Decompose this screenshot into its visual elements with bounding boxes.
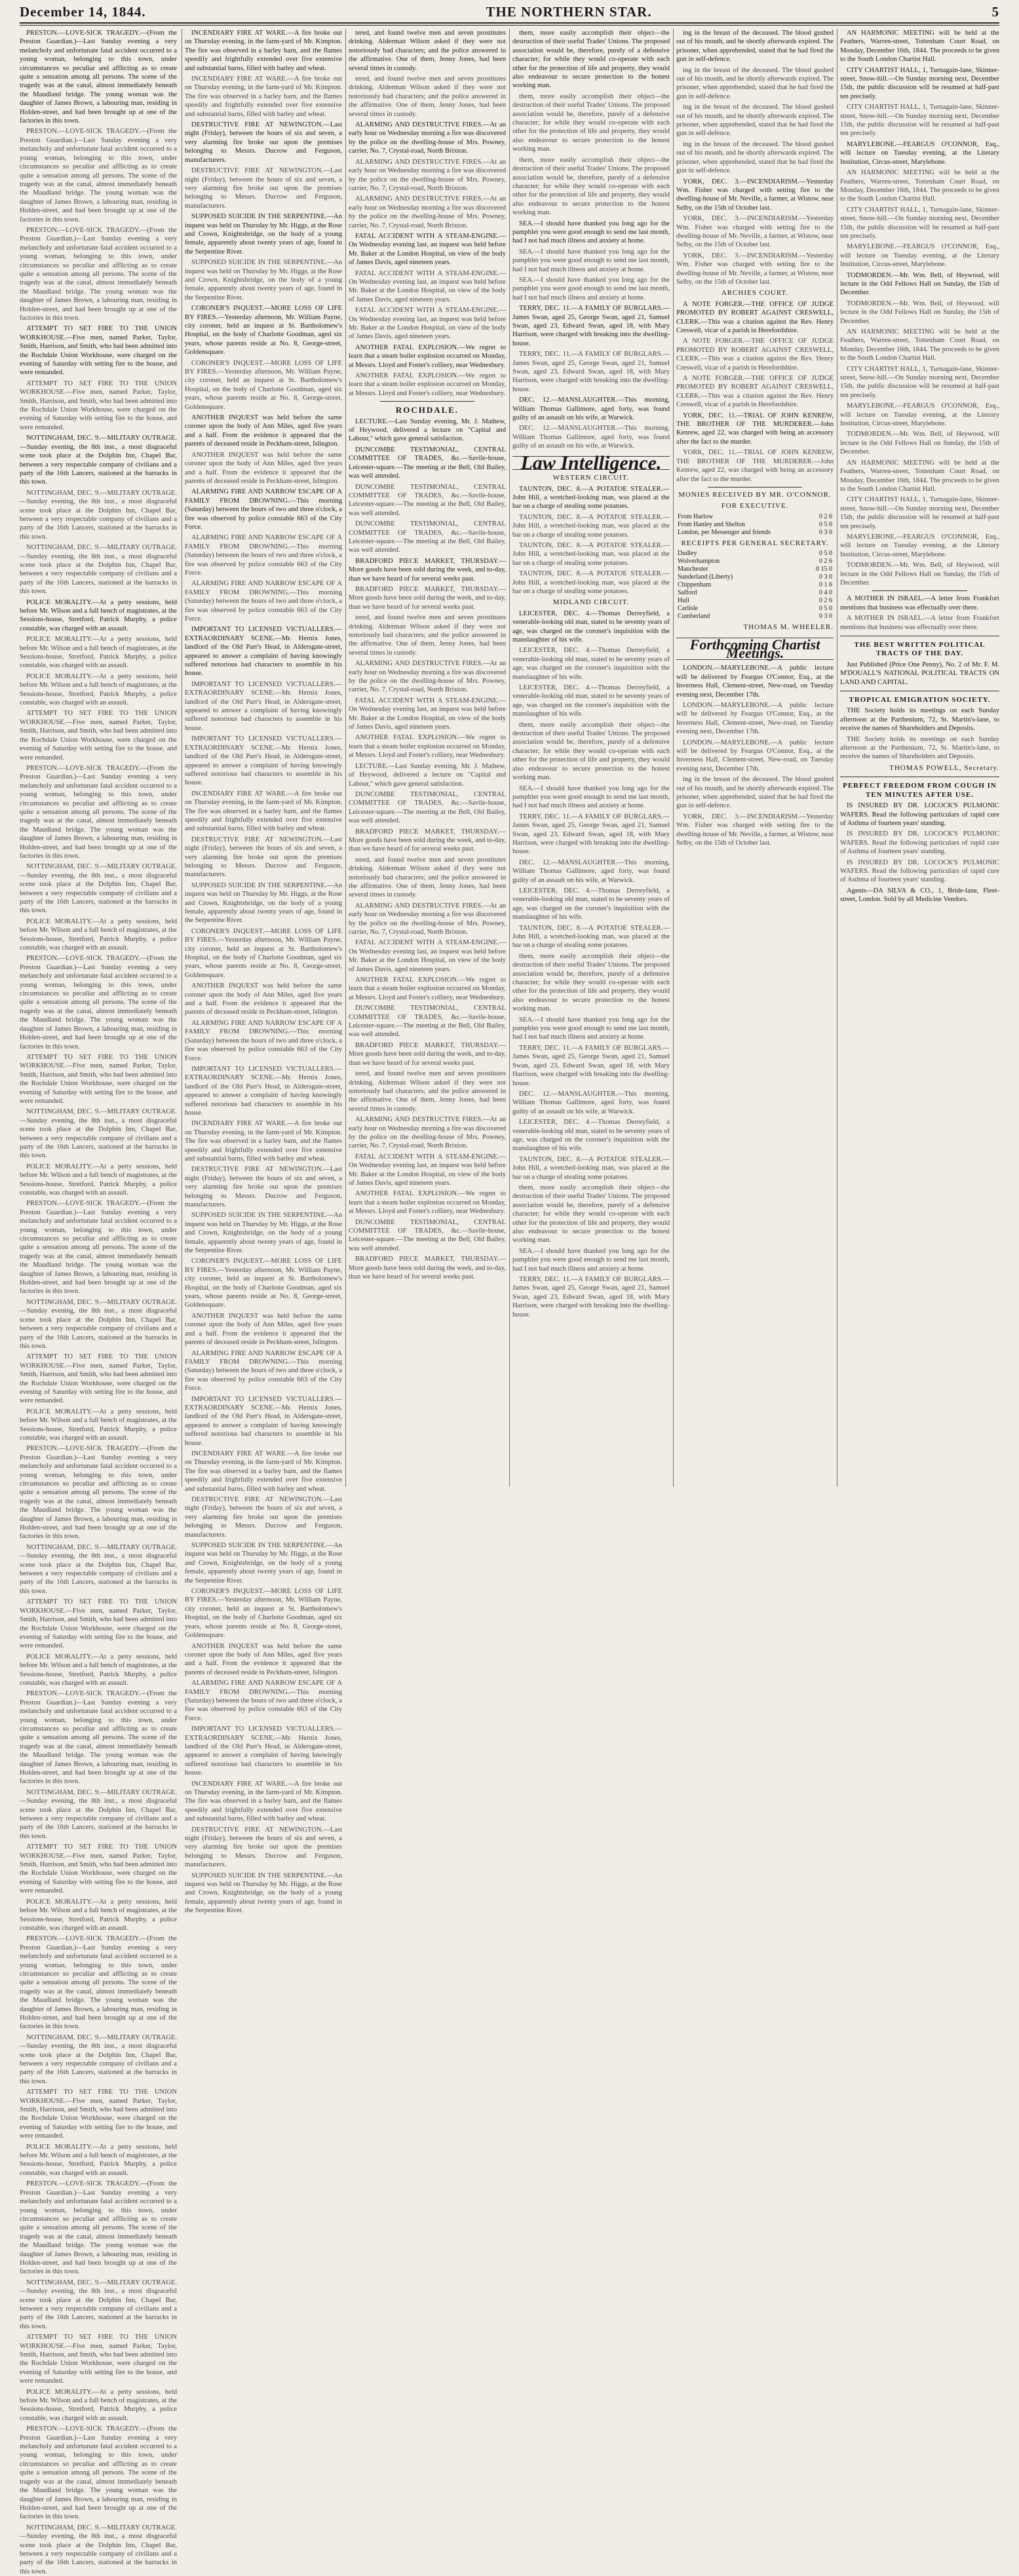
article-gun-death-cont: ing in the breast of the deceased. The blood gushed out of his mouth, and he shortly afterwards expired. The prisoner, when apprehended, stated that he had fired the gun in self-defence. bbox=[676, 66, 834, 100]
article-coroners-inquest-cont: CORONER'S INQUEST.—MORE LOSS OF LIFE BY FIRES.—Yesterday afternoon, Mr. William Payne, city coroner, held an inquest at St. Bartholomew's Hospital, on the body of Charlotte Goodman, aged six years, whose parents reside at No. 8, George-street, Goldensquare. bbox=[185, 1258, 342, 1309]
receipts-row bbox=[676, 573, 834, 581]
article-preston-cont: PRESTON.—LOVE-SICK TRAGEDY.—(From the Preston Guardian.)—Last Sunday evening a very melancholy and unfortunate fatal accident occurred to a young woman, belonging to this town, under circumstances so peculiar and afflicting as to create quite a sensation among all persons. The scene of the tragedy was at the canal, almost immediately beneath the Maudland bridge. The young woman was the daughter of James Brown, a labouring man, residing in Holden-street, and had been brought up at one of the factories in this town. bbox=[20, 1200, 177, 1296]
article-alarming-fire-cont: ALARMING FIRE AND NARROW ESCAPE OF A FAMILY FROM DROWNING.—This morning (Saturday) between the hours of two and three o'clock, a fire was observed by police constable 663 of the City Force. bbox=[185, 534, 342, 577]
article-duncombe-cont: DUNCOMBE TESTIMONIAL, CENTRAL COMMITTEE OF TRADES, &c.—Savile-house, Leicester-square.—The meeting at the Bell, Old Bailey, was well attended. bbox=[349, 1218, 506, 1252]
article-preston-cont: PRESTON.—LOVE-SICK TRAGEDY.—(From the Preston Guardian.)—Last Sunday evening a very melancholy and unfortunate fatal accident occurred to a young woman, belonging to this town, under circumstances so peculiar and afflicting as to create quite a sensation among all persons. The scene of the tragedy was at the canal, almost immediately beneath the Maudland bridge. The young woman was the daughter of James Brown, a labouring man, residing in Holden-street, and had been brought up at one of the factories in this town. bbox=[20, 128, 177, 223]
masthead-rule-thin bbox=[20, 25, 999, 26]
article-trades-unions-cont: them, more easily accomplish their object—the destruction of their useful Trades' Unions. The proposed association would be, therefore, purely of a defensive character; for while they would co-operate with each other for the protection of life and property, they would also endeavour to secure protection to the honest working man. bbox=[512, 952, 670, 1013]
article-york-incendiarism-cont: YORK, DEC. 3.—INCENDIARISM.—Yesterday Wm. Fisher was charged with setting fire to the dwelling-house of Mr. Neville, a farmer, at Wistow, near Selby, on the 15th of October last. bbox=[676, 215, 834, 249]
article-fire-ware-cont: INCENDIARY FIRE AT WARE.—A fire broke out on Thursday evening, in the farm-yard of Mr. Kimpton. The fire was observed in a barley barn, and the flames speedily and frightfully extended over five extensive and substantial barns, filled with barley and wheat. bbox=[185, 1120, 342, 1163]
article-letter-cont: SEA.—I should have thanked you long ago for the pamphlet you were good enough to send me last month, had I not had much illness and anxiety at home. bbox=[512, 1016, 670, 1041]
account-source: From Harlow bbox=[678, 512, 714, 520]
article-preston-cont: PRESTON.—LOVE-SICK TRAGEDY.—(From the Preston Guardian.)—Last Sunday evening a very melancholy and unfortunate fatal accident occurred to a young woman, belonging to this town, under circumstances so peculiar and afflicting as to create quite a sensation among all persons. The scene of the tragedy was at the canal, almost immediately beneath the Maudland bridge. The young woman was the daughter of James Brown, a labouring man, residing in Holden-street, and had been brought up at one of the factories in this town. bbox=[20, 764, 177, 860]
article-licensed-victuallers-cont: IMPORTANT TO LICENSED VICTUALLERS.—EXTRAORDINARY SCENE.—Mr. Hernix Jones, landlord of the Old Parr's Head, in Aldersgate-street, appeared to answer a complaint of having knowingly suffered notorious bad characters to assemble in his house. bbox=[185, 735, 342, 787]
article-burglars-cont: TERRY, DEC. 11.—A FAMILY OF BURGLARS.—James Swan, aged 25, George Swan, aged 21, Samuel Swan, aged 23, Edward Swan, aged 18, with Mary Harrison, were charged with breaking into the dwelling-house. bbox=[512, 351, 670, 393]
article-licensed-victuallers-cont: IMPORTANT TO LICENSED VICTUALLERS.—EXTRAORDINARY SCENE.—Mr. Hernix Jones, landlord of the Old Parr's Head, in Aldersgate-street, appeared to answer a complaint of having knowingly suffered notorious bad characters to assemble in his house. bbox=[185, 1065, 342, 1117]
account-source: Salford bbox=[678, 589, 697, 597]
article-trades-unions-cont: them, more easily accomplish their object—the destruction of their useful Trades' Unions. The proposed association would be, therefore, purely of a defensive character; for while they would co-operate with each other for the protection of life and property, they would also endeavour to secure protection to the honest working man. bbox=[512, 721, 670, 782]
article-explosion-cont: ANOTHER FATAL EXPLOSION.—We regret to learn that a steam boiler explosion occurred on Monday, at Messrs. Lloyd and Foster's colliery, near Wednesbury. bbox=[349, 734, 506, 759]
article-alarming-fire-cont: ALARMING FIRE AND NARROW ESCAPE OF A FAMILY FROM DROWNING.—This morning (Saturday) between the hours of two and three o'clock, a fire was observed by police constable 663 of the City Force. bbox=[185, 1349, 342, 1393]
article-explosion-cont: ANOTHER FATAL EXPLOSION.—We regret to learn that a steam boiler explosion occurred on Monday, at Messrs. Lloyd and Foster's colliery, near Wednesbury. bbox=[349, 976, 506, 1001]
receipts-row bbox=[676, 605, 834, 613]
article-brixton-fires-cont: ALARMING AND DESTRUCTIVE FIRES.—At an early hour on Wednesday morning a fire was discovered by the police on the dwelling-house of Mrs. Powney, carrier, No. 7, Crystal-road, North Brixton. bbox=[349, 902, 506, 936]
article-steam-engine-cont: FATAL ACCIDENT WITH A STEAM-ENGINE.—On Wednesday evening last, an inquest was held before Mr. Baker at the London Hospital, on view of the body of James Davis, aged nineteen years. bbox=[349, 939, 506, 973]
article-workhouse-cont: ATTEMPT TO SET FIRE TO THE UNION WORKHOUSE.—Five men, named Parker, Taylor, Smith, Harrison, and Smith, who had been admitted into the Rochdale Union Workhouse, were charged on the evening of Saturday with setting fire to the house, and were remanded. bbox=[20, 1053, 177, 1105]
monies-row bbox=[676, 513, 834, 521]
article-alarming-fire-cont: ALARMING FIRE AND NARROW ESCAPE OF A FAMILY FROM DROWNING.—This morning (Saturday) between the hours of two and three o'clock, a fire was observed by police constable 663 of the City Force. bbox=[185, 1019, 342, 1062]
article-bradford-market-cont: BRADFORD PIECE MARKET, THURSDAY.—More goods have been sold during the week, and to-day, than we have heard of for several weeks past. bbox=[349, 828, 506, 853]
article-preston: PRESTON.—LOVE-SICK TRAGEDY.—(From the Preston Guardian.)—Last Sunday evening a very melancholy and unfortunate fatal accident occurred to a young woman, belonging to this town, under circumstances so peculiar and afflicting as to create quite a sensation among all persons. The scene of the tragedy was at the canal, almost immediately beneath the Maudland bridge. The young woman was the daughter of James Brown, a labouring man, residing in Holden-street, and had been brought up at one of the factories in this town. bbox=[20, 29, 177, 125]
account-source: Dudley bbox=[678, 550, 697, 558]
monies-row bbox=[676, 521, 834, 529]
advert-tracts-text: Just Published (Price One Penny), No. 2 of Mr. F. M. M'DOUALL'S NATIONAL POLITICAL TRACTS ON LAND AND CAPITAL. bbox=[840, 661, 999, 686]
article-burglars: TERRY, DEC. 11.—A FAMILY OF BURGLARS.—James Swan, aged 25, George Swan, aged 21, Samuel Swan, aged 23, Edward Swan, aged 18, with Mary Harrison, were charged with breaking into the dwelling-house. bbox=[512, 305, 670, 347]
advert-wafers-text-cont: IS INSURED BY DR. LOCOCK'S PULMONIC WAFERS. Read the following particulars of rapid cure of Asthma of fourteen years' standing. bbox=[840, 830, 999, 856]
midland-circuit-heading: MIDLAND CIRCUIT. bbox=[552, 598, 630, 607]
issue-date: December 14, 1844. bbox=[20, 3, 146, 20]
article-york-incendiarism: YORK, DEC. 3.—INCENDIARISM.—Yesterday Wm. Fisher was charged with setting fire to the dwelling-house of Mr. Neville, a farmer, at Wistow, near Selby, on the 15th of October last. bbox=[676, 178, 834, 212]
article-nottingham-cont: NOTTINGHAM, DEC. 9.—MILITARY OUTRAGE.—Sunday evening, the 8th inst., a most disgraceful scene took place at the Dolphin Inn, Chapel Bar, between a very respectable company of civilians and a party of the 16th Lancers, stationed at the barracks in this town. bbox=[20, 2033, 177, 2085]
article-nottingham-cont: NOTTINGHAM, DEC. 9.—MILITARY OUTRAGE.—Sunday evening, the 8th inst., a most disgraceful scene took place at the Dolphin Inn, Chapel Bar, between a very respectable company of civilians and a party of the 16th Lancers, stationed at the barracks in this town. bbox=[20, 2524, 177, 2575]
article-preston-cont: PRESTON.—LOVE-SICK TRAGEDY.—(From the Preston Guardian.)—Last Sunday evening a very melancholy and unfortunate fatal accident occurred to a young woman, belonging to this town, under circumstances so peculiar and afflicting as to create quite a sensation among all persons. The scene of the tragedy was at the canal, almost immediately beneath the Maudland bridge. The young woman was the daughter of James Brown, a labouring man, residing in Holden-street, and had been brought up at one of the factories in this town. bbox=[20, 2425, 177, 2521]
article-preston-cont: PRESTON.—LOVE-SICK TRAGEDY.—(From the Preston Guardian.)—Last Sunday evening a very melancholy and unfortunate fatal accident occurred to a young woman, belonging to this town, under circumstances so peculiar and afflicting as to create quite a sensation among all persons. The scene of the tragedy was at the canal, almost immediately beneath the Maudland bridge. The young woman was the daughter of James Brown, a labouring man, residing in Holden-street, and had been brought up at one of the factories in this town. bbox=[20, 1690, 177, 1786]
notice-city-chartist-hall: CITY CHARTIST HALL, 1, Turnagain-lane, Skinner-street, Snow-hill.—On Sunday morning next, December 15th, the public discussion will be resumed at half-past ten precisely. bbox=[840, 66, 999, 100]
article-alarming-fire-cont: ALARMING FIRE AND NARROW ESCAPE OF A FAMILY FROM DROWNING.—This morning (Saturday) between the hours of two and three o'clock, a fire was observed by police constable 663 of the City Force. bbox=[185, 1680, 342, 1722]
article-note-forger-cont: A NOTE FORGER.—THE OFFICE OF JUDGE PROMOTED BY ROBERT AGAINST CRESWELL, CLERK.—This was a citation against the Rev. Henry Creswell, vicar of a parish in Herefordshire. bbox=[676, 375, 834, 409]
article-fire-ware-cont: INCENDIARY FIRE AT WARE.—A fire broke out on Thursday evening, in the farm-yard of Mr. Kimpton. The fire was observed in a barley barn, and the flames speedily and frightfully extended over five extensive and substantial barns, filled with barley and wheat. bbox=[185, 1450, 342, 1493]
account-amount: 0 1 6 bbox=[819, 581, 832, 589]
article-gun-death-cont: ing in the breast of the deceased. The blood gushed out of his mouth, and he shortly afterwards expired. The prisoner, when apprehended, stated that he had fired the gun in self-defence. bbox=[676, 776, 834, 810]
article-serpentine-cont: SUPPOSED SUICIDE IN THE SERPENTINE.—An inquest was held on Thursday by Mr. Higgs, at the Rose and Crown, Knightsbridge, on the body of a young female, apparently about twenty years of age, found in the Serpentine River. bbox=[185, 1542, 342, 1585]
column-6 bbox=[840, 29, 999, 1487]
notice-todmorden: TODMORDEN.—Mr. Wm. Bell, of Heywood, will lecture in the Odd Fellows Hall on Sunday, the 15th of December. bbox=[840, 271, 999, 297]
advert-emigration-signature: THOMAS POWELL, Secretary. bbox=[889, 763, 999, 772]
article-explosion-cont: ANOTHER FATAL EXPLOSION.—We regret to learn that a steam boiler explosion occurred on Monday, at Messrs. Lloyd and Foster's colliery, near Wednesbury. bbox=[349, 1190, 506, 1216]
article-preston-cont: PRESTON.—LOVE-SICK TRAGEDY.—(From the Preston Guardian.)—Last Sunday evening a very melancholy and unfortunate fatal accident occurred to a young woman, belonging to this town, under circumstances so peculiar and afflicting as to create quite a sensation among all persons. The scene of the tragedy was at the canal, almost immediately beneath the Maudland bridge. The young woman was the daughter of James Brown, a labouring man, residing in Holden-street, and had been brought up at one of the factories in this town. bbox=[20, 1935, 177, 2031]
article-leicester: LEICESTER, DEC. 4.—Thomas Derreyfield, a venerable-looking old man, stated to be seventy years of age, was charged on the coroner's inquisition with the manslaughter of his wife. bbox=[512, 609, 670, 644]
chartist-meetings-heading: Forthcoming Chartist Meetings. bbox=[676, 638, 834, 661]
account-source: Cumberland bbox=[678, 613, 710, 621]
article-police-morality-cont: POLICE MORALITY.—At a petty sessions, held before Mr. Wilson and a full bench of magistrates, at the Sessions-house, Stretford, Patrick Murphy, a police constable, was charged with an assault. bbox=[20, 1898, 177, 1932]
article-potatoe-stealer-cont: TAUNTON, DEC. 8.—A POTATOE STEALER.—John Hill, a wretched-looking man, was placed at the bar on a charge of stealing some potatoes. bbox=[512, 570, 670, 595]
notice-todmorden-cont: TODMORDEN.—Mr. Wm. Bell, of Heywood, will lecture in the Odd Fellows Hall on Sunday, the 15th of December. bbox=[840, 299, 999, 325]
notice-city-chartist-hall-cont: CITY CHARTIST HALL, 1, Turnagain-lane, Skinner-street, Snow-hill.—On Sunday morning next, December 15th, the public discussion will be resumed at half-past ten precisely. bbox=[840, 496, 999, 530]
article-explosion-cont: ANOTHER FATAL EXPLOSION.—We regret to learn that a steam boiler explosion occurred on Monday, at Messrs. Lloyd and Foster's colliery, near Wednesbury. bbox=[349, 372, 506, 397]
article-bradford-market-cont: BRADFORD PIECE MARKET, THURSDAY.—More goods have been sold during the week, and to-day, than we have heard of for several weeks past. bbox=[349, 1041, 506, 1067]
article-duncombe-cont: DUNCOMBE TESTIMONIAL, CENTRAL COMMITTEE OF TRADES, &c.—Savile-house, Leicester-square.—The meeting at the Bell, Old Bailey, was well attended. bbox=[349, 483, 506, 517]
article-coroners-inquest-cont: CORONER'S INQUEST.—MORE LOSS OF LIFE BY FIRES.—Yesterday afternoon, Mr. William Payne, city coroner, held an inquest at St. Bartholomew's Hospital, on the body of Charlotte Goodman, aged six years, whose parents reside at No. 8, George-street, Goldensquare. bbox=[185, 359, 342, 411]
article-steam-engine-cont: FATAL ACCIDENT WITH A STEAM-ENGINE.—On Wednesday evening last, an inquest was held before Mr. Baker at the London Hospital, on view of the body of James Davis, aged nineteen years. bbox=[349, 697, 506, 731]
article-licensed-victuallers-cont: IMPORTANT TO LICENSED VICTUALLERS.—EXTRAORDINARY SCENE.—Mr. Hernix Jones, landlord of the Old Parr's Head, in Aldersgate-street, appeared to answer a complaint of having knowingly suffered notorious bad characters to assemble in his house. bbox=[185, 680, 342, 732]
advert-emigration-heading: TROPICAL EMIGRATION SOCIETY. bbox=[849, 696, 991, 704]
account-amount: 0 3 0 bbox=[819, 573, 832, 581]
article-workhouse-cont: ATTEMPT TO SET FIRE TO THE UNION WORKHOUSE.—Five men, named Parker, Taylor, Smith, Harrison, and Smith, who had been admitted into the Rochdale Union Workhouse, were charged on the evening of Saturday with setting fire to the house, and were remanded. bbox=[20, 1598, 177, 1650]
article-potatoe-stealer-cont: TAUNTON, DEC. 8.—A POTATOE STEALER.—John Hill, a wretched-looking man, was placed at the bar on a charge of stealing some potatoes. bbox=[512, 541, 670, 567]
article-another-inquest-cont: ANOTHER INQUEST was held before the same coroner upon the body of Ann Miles, aged five years and a half. From the evidence it appeared that the parents of deceased reside in Peckham-street, Islington. bbox=[185, 451, 342, 485]
article-fire-ware-cont: INCENDIARY FIRE AT WARE.—A fire broke out on Thursday evening, in the farm-yard of Mr. Kimpton. The fire was observed in a barley barn, and the flames speedily and frightfully extended over five extensive and substantial barns, filled with barley and wheat. bbox=[185, 790, 342, 833]
article-fire-newington: DESTRUCTIVE FIRE AT NEWINGTON.—Last night (Friday), between the hours of six and seven, a very alarming fire broke out upon the premises belonging to Messrs. Ducrow and Ferguson, manufacturers. bbox=[185, 121, 342, 164]
article-brixton-fires-cont: ALARMING AND DESTRUCTIVE FIRES.—At an early hour on Wednesday morning a fire was discovered by the police on the dwelling-house of Mrs. Powney, carrier, No. 7, Crystal-road, North Brixton. bbox=[349, 1116, 506, 1150]
notice-todmorden-cont: TODMORDEN.—Mr. Wm. Bell, of Heywood, will lecture in the Odd Fellows Hall on Sunday, the 15th of December. bbox=[840, 431, 999, 456]
article-licensed-victuallers: IMPORTANT TO LICENSED VICTUALLERS.—EXTRAORDINARY SCENE.—Mr. Hernix Jones, landlord of the Old Parr's Head, in Aldersgate-street, appeared to answer a complaint of having knowingly suffered notorious bad characters to assemble in his house. bbox=[185, 626, 342, 678]
account-source: From Hanley and Shelton bbox=[678, 520, 746, 528]
notice-city-chartist-hall-cont: CITY CHARTIST HALL, 1, Turnagain-lane, Skinner-street, Snow-hill.—On Sunday morning next, December 15th, the public discussion will be resumed at half-past ten precisely. bbox=[840, 365, 999, 399]
receipts-row bbox=[676, 581, 834, 589]
article-licensed-victuallers-cont: IMPORTANT TO LICENSED VICTUALLERS.—EXTRAORDINARY SCENE.—Mr. Hernix Jones, landlord of the Old Parr's Head, in Aldersgate-street, appeared to answer a complaint of having knowingly suffered notorious bad characters to assemble in his house. bbox=[185, 1395, 342, 1447]
article-lecture-cont: LECTURE.—Last Sunday evening, Mr. J. Mathew, of Heywood, delivered a lecture on "Capital and Labour," which gave general satisfaction. bbox=[349, 762, 506, 788]
article-gun-death-cont: ing in the breast of the deceased. The blood gushed out of his mouth, and he shortly afterwards expired. The prisoner, when apprehended, stated that he had fired the gun in self-defence. bbox=[676, 104, 834, 138]
masthead-rule bbox=[20, 22, 999, 24]
monies-table bbox=[676, 513, 834, 537]
notice-harmonic-meeting: AN HARMONIC MEETING will be held at the Feathers, Warren-street, Tottenham Court Road, on Monday, December 16th, 1844. The proceeds to be given to the South London Chartist Hall. bbox=[840, 29, 999, 64]
article-steam-engine-cont: FATAL ACCIDENT WITH A STEAM-ENGINE.—On Wednesday evening last, an inquest was held before Mr. Baker at the London Hospital, on view of the body of James Davis, aged nineteen years. bbox=[349, 269, 506, 303]
notice-todmorden-cont: TODMORDEN.—Mr. Wm. Bell, of Heywood, will lecture in the Odd Fellows Hall on Sunday, the 15th of December. bbox=[840, 562, 999, 586]
article-police-morality-cont: POLICE MORALITY.—At a petty sessions, held before Mr. Wilson and a full bench of magistrates, at the Sessions-house, Stretford, Patrick Murphy, a police constable, was charged with an assault. bbox=[20, 1163, 177, 1197]
article-police-morality-cont: POLICE MORALITY.—At a petty sessions, held before Mr. Wilson and a full bench of magistrates, at the Sessions-house, Stretford, Patrick Murphy, a police constable, was charged with an assault. bbox=[20, 2388, 177, 2422]
article-letter-cont: SEA.—I should have thanked you long ago for the pamphlet you were good enough to send me last month, had I not had much illness and anxiety at home. bbox=[512, 276, 670, 301]
article-trades-unions-cont: them, more easily accomplish their object—the destruction of their useful Trades' Unions. The proposed association would be, therefore, purely of a defensive character; for while they would co-operate with each other for the protection of life and property, they would also endeavour to secure protection to the honest working man. bbox=[512, 156, 670, 217]
article-brixton-fires-cont: ALARMING AND DESTRUCTIVE FIRES.—At an early hour on Wednesday morning a fire was discovered by the police on the dwelling-house of Mrs. Powney, carrier, No. 7, Crystal-road, North Brixton. bbox=[349, 158, 506, 192]
article-brixton-fires: ALARMING AND DESTRUCTIVE FIRES.—At an early hour on Wednesday morning a fire was discovered by the police on the dwelling-house of Mrs. Powney, carrier, No. 7, Crystal-road, North Brixton. bbox=[349, 121, 506, 155]
article-police-morality-cont: POLICE MORALITY.—At a petty sessions, held before Mr. Wilson and a full bench of magistrates, at the Sessions-house, Stretford, Patrick Murphy, a police constable, was charged with an assault. bbox=[20, 917, 177, 952]
article-mother-in-israel-cont: A MOTHER IN ISRAEL.—A letter from Frankfort mentions that business was effectually over there. bbox=[840, 615, 999, 631]
account-amount: 0 3 0 bbox=[819, 528, 832, 536]
article-another-inquest-cont: ANOTHER INQUEST was held before the same coroner upon the body of Ann Miles, aged five years and a half. From the evidence it appeared that the parents of deceased reside in Peckham-street, Islington. bbox=[185, 1312, 342, 1347]
column-3 bbox=[349, 29, 506, 1487]
article-nottingham-cont: NOTTINGHAM, DEC. 9.—MILITARY OUTRAGE.—Sunday evening, the 8th inst., a most disgraceful scene took place at the Dolphin Inn, Chapel Bar, between a very respectable company of civilians and a party of the 16th Lancers, stationed at the barracks in this town. bbox=[20, 1108, 177, 1160]
article-kenrew-trial-cont: YORK, DEC. 11.—TRIAL OF JOHN KENREW, THE BROTHER OF THE MURDERER.—John Kenrew, aged 22, was charged with being an accessory after the fact to the murder. bbox=[676, 449, 834, 483]
article-marylebone-lecture-cont: LONDON.—MARYLEBONE.—A public lecture will be delivered by Feargus O'Connor, Esq., at the Inverness Hall, Clement-street, New-road, on Tuesday evening next, December 17th. bbox=[676, 701, 834, 736]
article-nottingham-cont: NOTTINGHAM, DEC. 9.—MILITARY OUTRAGE.—Sunday evening, the 8th inst., a most disgraceful scene took place at the Dolphin Inn, Chapel Bar, between a very respectable company of civilians and a party of the 16th Lancers, stationed at the barracks in this town. bbox=[20, 2278, 177, 2330]
account-amount: 0 4 0 bbox=[819, 589, 832, 597]
article-note-forger: A NOTE FORGER.—THE OFFICE OF JUDGE PROMOTED BY ROBERT AGAINST CRESWELL, CLERK.—This was a citation against the Rev. Henry Creswell, vicar of a parish in Herefordshire. bbox=[676, 300, 834, 334]
advert-wafers-heading: PERFECT FREEDOM FROM COUGH IN TEN MINUTES AFTER USE. bbox=[843, 782, 997, 799]
account-amount: 0 5 0 bbox=[819, 550, 832, 558]
article-preston-cont: PRESTON.—LOVE-SICK TRAGEDY.—(From the Preston Guardian.)—Last Sunday evening a very melancholy and unfortunate fatal accident occurred to a young woman, belonging to this town, under circumstances so peculiar and afflicting as to create quite a sensation among all persons. The scene of the tragedy was at the canal, almost immediately beneath the Maudland bridge. The young woman was the daughter of James Brown, a labouring man, residing in Holden-street, and had been brought up at one of the factories in this town. bbox=[20, 2180, 177, 2276]
article-workhouse-cont: ATTEMPT TO SET FIRE TO THE UNION WORKHOUSE.—Five men, named Parker, Taylor, Smith, Harrison, and Smith, who had been admitted into the Rochdale Union Workhouse, were charged on the evening of Saturday with setting fire to the house, and were remanded. bbox=[20, 1353, 177, 1405]
article-letter-cont: SEA.—I should have thanked you long ago for the pamphlet you were good enough to send me last month, had I not had much illness and anxiety at home. bbox=[512, 784, 670, 810]
article-bradford-market-cont: BRADFORD PIECE MARKET, THURSDAY.—More goods have been sold during the week, and to-day, than we have heard of for several weeks past. bbox=[349, 585, 506, 611]
article-potatoe-stealer-cont: TAUNTON, DEC. 8.—A POTATOE STEALER.—John Hill, a wretched-looking man, was placed at the bar on a charge of stealing some potatoes. bbox=[512, 513, 670, 539]
article-manslaughter-cont: DEC. 12.—MANSLAUGHTER.—This morning, William Thomas Gallimore, aged forty, was found guilty of an assault on his wife, at Warwick. bbox=[512, 1090, 670, 1115]
article-workhouse-cont: ATTEMPT TO SET FIRE TO THE UNION WORKHOUSE.—Five men, named Parker, Taylor, Smith, Harrison, and Smith, who had been admitted into the Rochdale Union Workhouse, were charged on the evening of Saturday with setting fire to the house, and were remanded. bbox=[20, 710, 177, 761]
receipts-row bbox=[676, 613, 834, 621]
article-duncombe-cont: DUNCOMBE TESTIMONIAL, CENTRAL COMMITTEE OF TRADES, &c.—Savile-house, Leicester-square.—The meeting at the Bell, Old Bailey, was well attended. bbox=[349, 520, 506, 554]
receipts-table bbox=[676, 550, 834, 621]
column-2 bbox=[185, 29, 342, 1915]
article-letter-cont: SEA.—I should have thanked you long ago for the pamphlet you were good enough to send me last month, had I not had much illness and anxiety at home. bbox=[512, 248, 670, 273]
receipts-signature: THOMAS M. WHEELER. bbox=[743, 623, 834, 632]
article-police-morality-cont: POLICE MORALITY.—At a petty sessions, held before Mr. Wilson and a full bench of magistrates, at the Sessions-house, Stretford, Patrick Murphy, a police constable, was charged with an assault. bbox=[20, 1408, 177, 1442]
article-leicester-cont: LEICESTER, DEC. 4.—Thomas Derreyfield, a venerable-looking old man, stated to be seventy years of age, was charged on the coroner's inquisition with the manslaughter of his wife. bbox=[512, 1119, 670, 1153]
article-victuallers-cont: tered, and found twelve men and seven prostitutes drinking. Alderman Wilson asked if they were not notoriously bad characters; and the police answered in the affirmative. One of them, Jenny Jones, had been several times in custody. bbox=[349, 856, 506, 899]
article-trades-unions-cont: them, more easily accomplish their object—the destruction of their useful Trades' Unions. The proposed association would be, therefore, purely of a defensive character; for while they would co-operate with each other for the protection of life and property, they would also endeavour to secure protection to the honest working man. bbox=[512, 92, 670, 153]
article-preston-cont: PRESTON.—LOVE-SICK TRAGEDY.—(From the Preston Guardian.)—Last Sunday evening a very melancholy and unfortunate fatal accident occurred to a young woman, belonging to this town, under circumstances so peculiar and afflicting as to create quite a sensation among all persons. The scene of the tragedy was at the canal, almost immediately beneath the Maudland bridge. The young woman was the daughter of James Brown, a labouring man, residing in Holden-street, and had been brought up at one of the factories in this town. bbox=[20, 1445, 177, 1541]
article-leicester-cont: LEICESTER, DEC. 4.—Thomas Derreyfield, a venerable-looking old man, stated to be seventy years of age, was charged on the coroner's inquisition with the manslaughter of his wife. bbox=[512, 684, 670, 718]
article-steam-engine: FATAL ACCIDENT WITH A STEAM-ENGINE.—On Wednesday evening last, an inquest was held before Mr. Baker at the London Hospital, on view of the body of James Davis, aged nineteen years. bbox=[349, 232, 506, 267]
article-fire-newington-cont: DESTRUCTIVE FIRE AT NEWINGTON.—Last night (Friday), between the hours of six and seven, a very alarming fire broke out upon the premises belonging to Messrs. Ducrow and Ferguson, manufacturers. bbox=[185, 167, 342, 210]
article-alarming-fire: ALARMING FIRE AND NARROW ESCAPE OF A FAMILY FROM DROWNING.—This morning (Saturday) between the hours of two and three o'clock, a fire was observed by police constable 663 of the City Force. bbox=[185, 488, 342, 531]
monies-heading: MONIES RECEIVED BY MR. O'CONNOR. bbox=[678, 490, 832, 499]
receipts-row bbox=[676, 597, 834, 605]
article-workhouse-cont: ATTEMPT TO SET FIRE TO THE UNION WORKHOUSE.—Five men, named Parker, Taylor, Smith, Harrison, and Smith, who had been admitted into the Rochdale Union Workhouse, were charged on the evening of Saturday with setting fire to the house, and were remanded. bbox=[20, 2088, 177, 2140]
article-nottingham-cont: NOTTINGHAM, DEC. 9.—MILITARY OUTRAGE.—Sunday evening, the 8th inst., a most disgraceful scene took place at the Dolphin Inn, Chapel Bar, between a very respectable company of civilians and a party of the 16th Lancers, stationed at the barracks in this town. bbox=[20, 1298, 177, 1350]
article-gun-death-cont: ing in the breast of the deceased. The blood gushed out of his mouth, and he shortly afterwards expired. The prisoner, when apprehended, stated that he had fired the gun in self-defence. bbox=[676, 140, 834, 175]
receipts-row bbox=[676, 550, 834, 558]
article-bradford-market: BRADFORD PIECE MARKET, THURSDAY.—More goods have been sold during the week, and to-day, than we have heard of for several weeks past. bbox=[349, 557, 506, 583]
article-fire-newington-cont: DESTRUCTIVE FIRE AT NEWINGTON.—Last night (Friday), between the hours of six and seven, a very alarming fire broke out upon the premises belonging to Messrs. Ducrow and Ferguson, manufacturers. bbox=[185, 1166, 342, 1208]
column-4 bbox=[512, 29, 670, 1487]
article-trades-unions: them, more easily accomplish their object—the destruction of their useful Trades' Unions. The proposed association would be, therefore, purely of a defensive character; for while they would co-operate with each other for the protection of life and property, they would also endeavour to secure protection to the honest working man. bbox=[512, 29, 670, 90]
article-serpentine-cont: SUPPOSED SUICIDE IN THE SERPENTINE.—An inquest was held on Thursday by Mr. Higgs, at the Rose and Crown, Knightsbridge, on the body of a young female, apparently about twenty years of age, found in the Serpentine River. bbox=[185, 881, 342, 925]
article-nottingham-cont: NOTTINGHAM, DEC. 9.—MILITARY OUTRAGE.—Sunday evening, the 8th inst., a most disgraceful scene took place at the Dolphin Inn, Chapel Bar, between a very respectable company of civilians and a party of the 16th Lancers, stationed at the barracks in this town. bbox=[20, 1788, 177, 1840]
account-amount: 0 2 6 bbox=[819, 512, 832, 520]
article-police-morality-cont: POLICE MORALITY.—At a petty sessions, held before Mr. Wilson and a full bench of magistrates, at the Sessions-house, Stretford, Patrick Murphy, a police constable, was charged with an assault. bbox=[20, 2143, 177, 2177]
advert-pulmonic-wafers bbox=[840, 777, 999, 904]
masthead bbox=[20, 3, 999, 21]
article-fire-newington-cont: DESTRUCTIVE FIRE AT NEWINGTON.—Last night (Friday), between the hours of six and seven, a very alarming fire broke out upon the premises belonging to Messrs. Ducrow and Ferguson, manufacturers. bbox=[185, 1496, 342, 1539]
notice-city-chartist-hall-cont: CITY CHARTIST HALL, 1, Turnagain-lane, Skinner-street, Snow-hill.—On Sunday morning next, December 15th, the public discussion will be resumed at half-past ten precisely. bbox=[840, 104, 999, 138]
article-explosion: ANOTHER FATAL EXPLOSION.—We regret to learn that a steam boiler explosion occurred on Monday, at Messrs. Lloyd and Foster's colliery, near Wednesbury. bbox=[349, 343, 506, 369]
account-amount: 0 5 0 bbox=[819, 605, 832, 613]
advert-emigration-society bbox=[840, 691, 999, 773]
article-workhouse-cont: ATTEMPT TO SET FIRE TO THE UNION WORKHOUSE.—Five men, named Parker, Taylor, Smith, Harrison, and Smith, who had been admitted into the Rochdale Union Workhouse, were charged on the evening of Saturday with setting fire to the house, and were remanded. bbox=[20, 379, 177, 431]
article-coroners-inquest-cont: CORONER'S INQUEST.—MORE LOSS OF LIFE BY FIRES.—Yesterday afternoon, Mr. William Payne, city coroner, held an inquest at St. Bartholomew's Hospital, on the body of Charlotte Goodman, aged six years, whose parents reside at No. 8, George-street, Goldensquare. bbox=[185, 1588, 342, 1640]
article-duncombe-cont: DUNCOMBE TESTIMONIAL, CENTRAL COMMITTEE OF TRADES, &c.—Savile-house, Leicester-square.—The meeting at the Bell, Old Bailey, was well attended. bbox=[349, 1005, 506, 1039]
article-brixton-fires-cont: ALARMING AND DESTRUCTIVE FIRES.—At an early hour on Wednesday morning a fire was discovered by the police on the dwelling-house of Mrs. Powney, carrier, No. 7, Crystal-road, North Brixton. bbox=[349, 195, 506, 229]
article-burglars-cont: TERRY, DEC. 11.—A FAMILY OF BURGLARS.—James Swan, aged 25, George Swan, aged 21, Samuel Swan, aged 23, Edward Swan, aged 18, with Mary Harrison, were charged with breaking into the dwelling-house. bbox=[512, 1276, 670, 1318]
receipts-row bbox=[676, 589, 834, 597]
article-nottingham-cont: NOTTINGHAM, DEC. 9.—MILITARY OUTRAGE.—Sunday evening, the 8th inst., a most disgraceful scene took place at the Dolphin Inn, Chapel Bar, between a very respectable company of civilians and a party of the 16th Lancers, stationed at the barracks in this town. bbox=[20, 489, 177, 541]
monies-subheading: FOR EXECUTIVE. bbox=[721, 502, 789, 510]
article-manslaughter-cont: DEC. 12.—MANSLAUGHTER.—This morning, William Thomas Gallimore, aged forty, was found guilty of an assault on his wife, at Warwick. bbox=[512, 425, 670, 450]
notice-marylebone-cont: MARYLEBONE.—FEARGUS O'CONNOR, Esq., will lecture on Tuesday evening, at the Literary Institution, Circus-street, Marylebone. bbox=[840, 533, 999, 558]
arches-court-heading: ARCHIES COURT. bbox=[721, 289, 789, 298]
article-marylebone-lecture: LONDON.—MARYLEBONE.—A public lecture will be delivered by Feargus O'Connor, Esq., at the Inverness Hall, Clement-street, New-road, on Tuesday evening next, December 17th. bbox=[676, 664, 834, 699]
article-leicester-cont: LEICESTER, DEC. 4.—Thomas Derreyfield, a venerable-looking old man, stated to be seventy years of age, was charged on the coroner's inquisition with the manslaughter of his wife. bbox=[512, 647, 670, 681]
article-victuallers-cont: tered, and found twelve men and seven prostitutes drinking. Alderman Wilson asked if they were not notoriously bad characters; and the police answered in the affirmative. One of them, Jenny Jones, had been several times in custody. bbox=[349, 75, 506, 118]
article-nottingham-cont: NOTTINGHAM, DEC. 9.—MILITARY OUTRAGE.—Sunday evening, the 8th inst., a most disgraceful scene took place at the Dolphin Inn, Chapel Bar, between a very respectable company of civilians and a party of the 16th Lancers, stationed at the barracks in this town. bbox=[20, 863, 177, 915]
notice-harmonic-meeting-cont: AN HARMONIC MEETING will be held at the Feathers, Warren-street, Tottenham Court Road, on Monday, December 16th, 1844. The proceeds to be given to the South London Chartist Hall. bbox=[840, 459, 999, 493]
receipts-row bbox=[676, 558, 834, 566]
article-lecture: LECTURE.—Last Sunday evening, Mr. J. Mathew, of Heywood, delivered a lecture on "Capital and Labour," which gave general satisfaction. bbox=[349, 417, 506, 443]
account-amount: 0 2 6 bbox=[819, 558, 832, 566]
article-trades-unions-cont: them, more easily accomplish their object—the destruction of their useful Trades' Unions. The proposed association would be, therefore, purely of a defensive character; for while they would co-operate with each other for the protection of life and property, they would also endeavour to secure protection to the honest working man. bbox=[512, 1183, 670, 1244]
notice-city-chartist-hall-cont: CITY CHARTIST HALL, 1, Turnagain-lane, Skinner-street, Snow-hill.—On Sunday morning next, December 15th, the public discussion will be resumed at half-past ten precisely. bbox=[840, 206, 999, 240]
article-serpentine: SUPPOSED SUICIDE IN THE SERPENTINE.—An inquest was held on Thursday by Mr. Higgs, at the Rose and Crown, Knightsbridge, on the body of a young female, apparently about twenty years of age, found in the Serpentine River. bbox=[185, 213, 342, 256]
account-source: Chippenham bbox=[678, 581, 712, 589]
article-steam-engine-cont: FATAL ACCIDENT WITH A STEAM-ENGINE.—On Wednesday evening last, an inquest was held before Mr. Baker at the London Hospital, on view of the body of James Davis, aged nineteen years. bbox=[349, 1153, 506, 1187]
article-kenrew-trial: YORK, DEC. 11.—TRIAL OF JOHN KENREW, THE BROTHER OF THE MURDERER.—John Kenrew, aged 22, was charged with being an accessory after the fact to the murder. bbox=[676, 412, 834, 446]
article-potatoe-stealer-cont: TAUNTON, DEC. 8.—A POTATOE STEALER.—John Hill, a wretched-looking man, was placed at the bar on a charge of stealing some potatoes. bbox=[512, 1155, 670, 1181]
article-potatoe-stealer: TAUNTON, DEC. 8.—A POTATOE STEALER.—John Hill, a wretched-looking man, was placed at the bar on a charge of stealing some potatoes. bbox=[512, 485, 670, 510]
article-fire-ware: INCENDIARY FIRE AT WARE.—A fire broke out on Thursday evening, in the farm-yard of Mr. Kimpton. The fire was observed in a barley barn, and the flames speedily and frightfully extended over five extensive and substantial barns, filled with barley and wheat. bbox=[185, 29, 342, 72]
account-source: Carlisle bbox=[678, 605, 699, 613]
article-victuallers-cont: tered, and found twelve men and seven prostitutes drinking. Alderman Wilson asked if they were not notoriously bad characters; and the police answered in the affirmative. One of them, Jenny Jones, had been several times in custody. bbox=[349, 1070, 506, 1113]
article-police-morality-cont: POLICE MORALITY.—At a petty sessions, held before Mr. Wilson and a full bench of magistrates, at the Sessions-house, Stretford, Patrick Murphy, a police constable, was charged with an assault. bbox=[20, 636, 177, 670]
section-rule bbox=[380, 401, 474, 402]
article-duncombe: DUNCOMBE TESTIMONIAL, CENTRAL COMMITTEE OF TRADES, &c.—Savile-house, Leicester-square.—The meeting at the Bell, Old Bailey, was well attended. bbox=[349, 446, 506, 480]
article-licensed-victuallers-cont: IMPORTANT TO LICENSED VICTUALLERS.—EXTRAORDINARY SCENE.—Mr. Hernix Jones, landlord of the Old Parr's Head, in Aldersgate-street, appeared to answer a complaint of having knowingly suffered notorious bad characters to assemble in his house. bbox=[185, 1725, 342, 1777]
article-burglars-cont: TERRY, DEC. 11.—A FAMILY OF BURGLARS.—James Swan, aged 25, George Swan, aged 21, Samuel Swan, aged 23, Edward Swan, aged 18, with Mary Harrison, were charged with breaking into the dwelling-house. bbox=[512, 1044, 670, 1087]
article-manslaughter: DEC. 12.—MANSLAUGHTER.—This morning, William Thomas Gallimore, aged forty, was found guilty of an assault on his wife, at Warwick. bbox=[512, 396, 670, 422]
newspaper-title: THE NORTHERN STAR. bbox=[486, 3, 652, 20]
article-victuallers-cont: tered, and found twelve men and seven prostitutes drinking. Alderman Wilson asked if they were not notoriously bad characters; and the police answered in the affirmative. One of them, Jenny Jones, had been several times in custody. bbox=[349, 29, 506, 72]
law-intelligence-heading: Law Intelligence. bbox=[512, 456, 670, 470]
account-source: London, per Messenger and friends bbox=[678, 528, 771, 536]
article-coroners-inquest-cont: CORONER'S INQUEST.—MORE LOSS OF LIFE BY FIRES.—Yesterday afternoon, Mr. William Payne, city coroner, held an inquest at St. Bartholomew's Hospital, on the body of Charlotte Goodman, aged six years, whose parents reside at No. 8, George-street, Goldensquare. bbox=[185, 927, 342, 979]
article-coroners-inquest: CORONER'S INQUEST.—MORE LOSS OF LIFE BY FIRES.—Yesterday afternoon, Mr. William Payne, city coroner, held an inquest at St. Bartholomew's Hospital, on the body of Charlotte Goodman, aged six years, whose parents reside at No. 8, George-street, Goldensquare. bbox=[185, 305, 342, 356]
advert-political-tracts bbox=[840, 636, 999, 687]
article-brixton-fires-cont: ALARMING AND DESTRUCTIVE FIRES.—At an early hour on Wednesday morning a fire was discovered by the police on the dwelling-house of Mrs. Powney, carrier, No. 7, Crystal-road, North Brixton. bbox=[349, 660, 506, 694]
western-circuit-heading: WESTERN CIRCUIT. bbox=[552, 474, 630, 482]
column-5 bbox=[676, 29, 834, 1487]
notice-harmonic-meeting-cont: AN HARMONIC MEETING will be held at the Feathers, Warren-street, Tottenham Court Road, on Monday, December 16th, 1844. The proceeds to be given to the South London Chartist Hall. bbox=[840, 328, 999, 362]
article-workhouse-cont: ATTEMPT TO SET FIRE TO THE UNION WORKHOUSE.—Five men, named Parker, Taylor, Smith, Harrison, and Smith, who had been admitted into the Rochdale Union Workhouse, were charged on the evening of Saturday with setting fire to the house, and were remanded. bbox=[20, 2334, 177, 2385]
article-steam-engine-cont: FATAL ACCIDENT WITH A STEAM-ENGINE.—On Wednesday evening last, an inquest was held before Mr. Baker at the London Hospital, on view of the body of James Davis, aged nineteen years. bbox=[349, 307, 506, 341]
article-serpentine-cont: SUPPOSED SUICIDE IN THE SERPENTINE.—An inquest was held on Thursday by Mr. Higgs, at the Rose and Crown, Knightsbridge, on the body of a young female, apparently about twenty years of age, found in the Serpentine River. bbox=[185, 1872, 342, 1915]
article-police-morality: POLICE MORALITY.—At a petty sessions, held before Mr. Wilson and a full bench of magistrates, at the Sessions-house, Stretford, Patrick Murphy, a police constable, was charged with an assault. bbox=[20, 598, 177, 632]
article-workhouse: ATTEMPT TO SET FIRE TO THE UNION WORKHOUSE.—Five men, named Parker, Taylor, Smith, Harrison, and Smith, who had been admitted into the Rochdale Union Workhouse, were charged on the evening of Saturday with setting fire to the house, and were remanded. bbox=[20, 325, 177, 377]
article-note-forger-cont: A NOTE FORGER.—THE OFFICE OF JUDGE PROMOTED BY ROBERT AGAINST CRESWELL, CLERK.—This was a citation against the Rev. Henry Creswell, vicar of a parish in Herefordshire. bbox=[676, 337, 834, 372]
article-police-morality-cont: POLICE MORALITY.—At a petty sessions, held before Mr. Wilson and a full bench of magistrates, at the Sessions-house, Stretford, Patrick Murphy, a police constable, was charged with an assault. bbox=[20, 1653, 177, 1687]
column-1 bbox=[20, 29, 177, 2575]
article-nottingham-cont: NOTTINGHAM, DEC. 9.—MILITARY OUTRAGE.—Sunday evening, the 8th inst., a most disgraceful scene took place at the Dolphin Inn, Chapel Bar, between a very respectable company of civilians and a party of the 16th Lancers, stationed at the barracks in this town. bbox=[20, 544, 177, 596]
account-source: Manchester bbox=[678, 566, 708, 573]
article-fire-newington-cont: DESTRUCTIVE FIRE AT NEWINGTON.—Last night (Friday), between the hours of six and seven, a very alarming fire broke out upon the premises belonging to Messrs. Ducrow and Ferguson, manufacturers. bbox=[185, 836, 342, 879]
article-leicester-cont: LEICESTER, DEC. 4.—Thomas Derreyfield, a venerable-looking old man, stated to be seventy years of age, was charged on the coroner's inquisition with the manslaughter of his wife. bbox=[512, 887, 670, 921]
article-fire-newington-cont: DESTRUCTIVE FIRE AT NEWINGTON.—Last night (Friday), between the hours of six and seven, a very alarming fire broke out upon the premises belonging to Messrs. Ducrow and Ferguson, manufacturers. bbox=[185, 1826, 342, 1869]
article-marylebone-lecture-cont: LONDON.—MARYLEBONE.—A public lecture will be delivered by Feargus O'Connor, Esq., at the Inverness Hall, Clement-street, New-road, on Tuesday evening next, December 17th. bbox=[676, 739, 834, 773]
article-duncombe-cont: DUNCOMBE TESTIMONIAL, CENTRAL COMMITTEE OF TRADES, &c.—Savile-house, Leicester-square.—The meeting at the Bell, Old Bailey, was well attended. bbox=[349, 790, 506, 825]
section-rule bbox=[872, 590, 968, 591]
monies-row bbox=[676, 529, 834, 537]
article-burglars-cont: TERRY, DEC. 11.—A FAMILY OF BURGLARS.—James Swan, aged 25, George Swan, aged 21, Samuel Swan, aged 23, Edward Swan, aged 18, with Mary Harrison, were charged with breaking into the dwelling-house. bbox=[512, 813, 670, 856]
article-workhouse-cont: ATTEMPT TO SET FIRE TO THE UNION WORKHOUSE.—Five men, named Parker, Taylor, Smith, Harrison, and Smith, who had been admitted into the Rochdale Union Workhouse, were charged on the evening of Saturday with setting fire to the house, and were remanded. bbox=[20, 1843, 177, 1895]
page-columns bbox=[20, 29, 999, 2575]
page-number: 5 bbox=[991, 3, 999, 20]
account-amount: 0 3 0 bbox=[819, 613, 832, 621]
article-bradford-market-cont: BRADFORD PIECE MARKET, THURSDAY.—More goods have been sold during the week, and to-day, than we have heard of for several weeks past. bbox=[349, 1256, 506, 1281]
article-another-inquest: ANOTHER INQUEST was held before the same coroner upon the body of Ann Miles, aged five years and a half. From the evidence it appeared that the parents of deceased reside in Peckham-street, Islington. bbox=[185, 414, 342, 448]
article-nottingham-cont: NOTTINGHAM, DEC. 9.—MILITARY OUTRAGE.—Sunday evening, the 8th inst., a most disgraceful scene took place at the Dolphin Inn, Chapel Bar, between a very respectable company of civilians and a party of the 16th Lancers, stationed at the barracks in this town. bbox=[20, 1543, 177, 1595]
article-serpentine-cont: SUPPOSED SUICIDE IN THE SERPENTINE.—An inquest was held on Thursday by Mr. Higgs, at the Rose and Crown, Knightsbridge, on the body of a young female, apparently about twenty years of age, found in the Serpentine River. bbox=[185, 1212, 342, 1255]
rochdale-heading: ROCHDALE. bbox=[395, 405, 459, 415]
article-alarming-fire-cont: ALARMING FIRE AND NARROW ESCAPE OF A FAMILY FROM DROWNING.—This morning (Saturday) between the hours of two and three o'clock, a fire was observed by police constable 663 of the City Force. bbox=[185, 580, 342, 623]
article-victuallers-cont: tered, and found twelve men and seven prostitutes drinking. Alderman Wilson asked if they were not notoriously bad characters; and the police answered in the affirmative. One of them, Jenny Jones, had been several times in custody. bbox=[349, 614, 506, 657]
account-source: Wolverhampton bbox=[678, 558, 720, 566]
article-fire-ware-cont: INCENDIARY FIRE AT WARE.—A fire broke out on Thursday evening, in the farm-yard of Mr. Kimpton. The fire was observed in a barley barn, and the flames speedily and frightfully extended over five extensive and substantial barns, filled with barley and wheat. bbox=[185, 1780, 342, 1823]
article-manslaughter-cont: DEC. 12.—MANSLAUGHTER.—This morning, William Thomas Gallimore, aged forty, was found guilty of an assault on his wife, at Warwick. bbox=[512, 858, 670, 884]
article-york-incendiarism-cont: YORK, DEC. 3.—INCENDIARISM.—Yesterday Wm. Fisher was charged with setting fire to the dwelling-house of Mr. Neville, a farmer, at Wistow, near Selby, on the 15th of October last. bbox=[676, 252, 834, 286]
article-another-inquest-cont: ANOTHER INQUEST was held before the same coroner upon the body of Ann Miles, aged five years and a half. From the evidence it appeared that the parents of deceased reside in Peckham-street, Islington. bbox=[185, 1642, 342, 1676]
notice-marylebone: MARYLEBONE.—FEARGUS O'CONNOR, Esq., will lecture on Tuesday evening, at the Literary Institution, Circus-street, Marylebone. bbox=[840, 140, 999, 166]
account-amount: 0 15 0 bbox=[816, 566, 832, 573]
article-preston-cont: PRESTON.—LOVE-SICK TRAGEDY.—(From the Preston Guardian.)—Last Sunday evening a very melancholy and unfortunate fatal accident occurred to a young woman, belonging to this town, under circumstances so peculiar and afflicting as to create quite a sensation among all persons. The scene of the tragedy was at the canal, almost immediately beneath the Maudland bridge. The young woman was the daughter of James Brown, a labouring man, residing in Holden-street, and had been brought up at one of the factories in this town. bbox=[20, 955, 177, 1050]
article-another-inquest-cont: ANOTHER INQUEST was held before the same coroner upon the body of Ann Miles, aged five years and a half. From the evidence it appeared that the parents of deceased reside in Peckham-street, Islington. bbox=[185, 982, 342, 1016]
article-mother-in-israel: A MOTHER IN ISRAEL.—A letter from Frankfort mentions that business was effectually over there. bbox=[840, 595, 999, 611]
notice-marylebone-cont: MARYLEBONE.—FEARGUS O'CONNOR, Esq., will lecture on Tuesday evening, at the Literary Institution, Circus-street, Marylebone. bbox=[840, 243, 999, 269]
article-nottingham: NOTTINGHAM, DEC. 9.—MILITARY OUTRAGE.—Sunday evening, the 8th inst., a most disgraceful scene took place at the Dolphin Inn, Chapel Bar, between a very respectable company of civilians and a party of the 16th Lancers, stationed at the barracks in this town. bbox=[20, 434, 177, 486]
article-letter-cont: SEA.—I should have thanked you long ago for the pamphlet you were good enough to send me last month, had I not had much illness and anxiety at home. bbox=[512, 1247, 670, 1273]
receipts-heading: RECEIPTS PER GENERAL SECRETARY. bbox=[681, 539, 829, 547]
section-rule bbox=[708, 487, 802, 488]
advert-emigration-text: THE Society holds its meetings on each Sunday afternoon at the Parthenium, 72, St. Martin's-lane, to receive the names of Shareholders and Deposits. bbox=[840, 707, 999, 733]
notice-harmonic-meeting-cont: AN HARMONIC MEETING will be held at the Feathers, Warren-street, Tottenham Court Road, on Monday, December 16th, 1844. The proceeds to be given to the South London Chartist Hall. bbox=[840, 169, 999, 203]
article-york-incendiarism-cont: YORK, DEC. 3.—INCENDIARISM.—Yesterday Wm. Fisher was charged with setting fire to the dwelling-house of Mr. Neville, a farmer, at Wistow, near Selby, on the 15th of October last. bbox=[676, 813, 834, 847]
advert-wafers-text-cont: IS INSURED BY DR. LOCOCK'S PULMONIC WAFERS. Read the following particulars of rapid cure of Asthma of fourteen years' standing. bbox=[840, 858, 999, 884]
article-fire-ware-cont: INCENDIARY FIRE AT WARE.—A fire broke out on Thursday evening, in the farm-yard of Mr. Kimpton. The fire was observed in a barley barn, and the flames speedily and frightfully extended over five extensive and substantial barns, filled with barley and wheat. bbox=[185, 75, 342, 118]
article-potatoe-stealer-cont: TAUNTON, DEC. 8.—A POTATOE STEALER.—John Hill, a wretched-looking man, was placed at the bar on a charge of stealing some potatoes. bbox=[512, 924, 670, 950]
notice-marylebone-cont: MARYLEBONE.—FEARGUS O'CONNOR, Esq., will lecture on Tuesday evening, at the Literary Institution, Circus-street, Marylebone. bbox=[840, 402, 999, 428]
article-gun-death: ing in the breast of the deceased. The blood gushed out of his mouth, and he shortly afterwards expired. The prisoner, when apprehended, stated that he had fired the gun in self-defence. bbox=[676, 29, 834, 64]
advert-tracts-heading: THE BEST WRITTEN POLITICAL TRACTS OF THE DAY. bbox=[854, 641, 986, 658]
receipts-row bbox=[676, 566, 834, 573]
advert-wafers-text: IS INSURED BY DR. LOCOCK'S PULMONIC WAFERS. Read the following particulars of rapid cure of Asthma of fourteen years' standing. bbox=[840, 802, 999, 827]
account-amount: 0 5 0 bbox=[819, 520, 832, 528]
article-letter: SEA.—I should have thanked you long ago for the pamphlet you were good enough to send me last month, had I not had much illness and anxiety at home. bbox=[512, 220, 670, 245]
account-source: Sunderland (Liberty) bbox=[678, 573, 733, 581]
article-police-morality-cont: POLICE MORALITY.—At a petty sessions, held before Mr. Wilson and a full bench of magistrates, at the Sessions-house, Stretford, Patrick Murphy, a police constable, was charged with an assault. bbox=[20, 672, 177, 707]
article-preston-cont: PRESTON.—LOVE-SICK TRAGEDY.—(From the Preston Guardian.)—Last Sunday evening a very melancholy and unfortunate fatal accident occurred to a young woman, belonging to this town, under circumstances so peculiar and afflicting as to create quite a sensation among all persons. The scene of the tragedy was at the canal, almost immediately beneath the Maudland bridge. The young woman was the daughter of James Brown, a labouring man, residing in Holden-street, and had been brought up at one of the factories in this town. bbox=[20, 226, 177, 322]
account-source: Hull bbox=[678, 597, 689, 605]
account-amount: 0 2 6 bbox=[819, 597, 832, 605]
advert-emigration-text-cont: THE Society holds its meetings on each Sunday afternoon at the Parthenium, 72, St. Martin's-lane, to receive the names of Shareholders and Deposits. bbox=[840, 735, 999, 761]
advert-wafers-agents: Agents—DA SILVA & CO., 1, Bride-lane, Fleet-street, London. Sold by all Medicine Vendors. bbox=[840, 887, 999, 904]
article-serpentine-cont: SUPPOSED SUICIDE IN THE SERPENTINE.—An inquest was held on Thursday by Mr. Higgs, at the Rose and Crown, Knightsbridge, on the body of a young female, apparently about twenty years of age, found in the Serpentine River. bbox=[185, 259, 342, 301]
